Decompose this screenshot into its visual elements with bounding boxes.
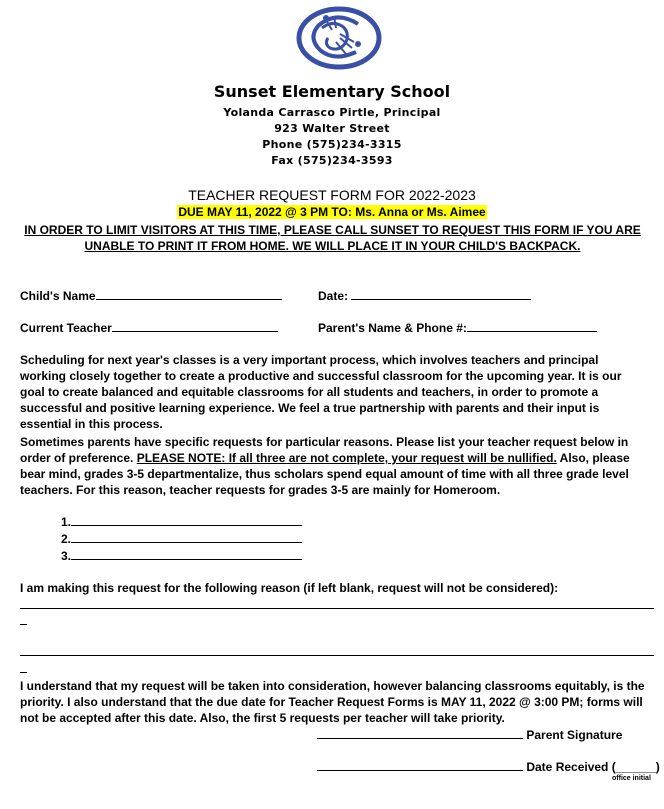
choice-number: 2.	[61, 532, 72, 546]
scheduling-paragraph: Scheduling for next year's classes is a very important process, which involves teachers and principal working closely together to create a productive and successful classroom for the upcoming year. It is our goal to create balanced and equitable classrooms for all students and teachers, in order to promote a successful and positive learning experience. We feel a true partnership with parents and their input is essential in this process.	[20, 353, 622, 431]
parent-signature-field[interactable]	[317, 727, 622, 742]
date-field[interactable]	[318, 288, 531, 303]
date-label: Date:	[318, 289, 349, 303]
child-name-field[interactable]	[20, 288, 282, 303]
school-phone: Phone (575)234-3315	[262, 138, 402, 151]
school-fax: Fax (575)234-3593	[271, 154, 393, 167]
date-received-field[interactable]	[317, 759, 660, 774]
date-received-label: Date Received (______)	[526, 760, 660, 774]
choice-number: 1.	[61, 515, 72, 529]
child-name-label: Child's Name	[20, 289, 96, 303]
reason-line-dash	[20, 624, 27, 625]
teacher-choice-1[interactable]	[61, 514, 302, 529]
reason-line-2[interactable]	[20, 655, 654, 656]
please-note: PLEASE NOTE: If all three are not complete, your request will be nullified.	[136, 451, 557, 465]
choice-number: 3.	[61, 549, 72, 563]
requests-departmentalize: Also, please bear mind, grades 3-5 departmentalize, thus scholars spend equal amount of time with all three grade level teachers. For this reason, teacher requests for grades 3-5 are mainly for Homeroom.	[20, 451, 630, 497]
teacher-choice-3[interactable]	[61, 548, 302, 563]
reason-prompt: I am making this request for the following reason (if left blank, request will not be considered):	[20, 581, 559, 595]
school-name: Sunset Elementary School	[213, 82, 451, 101]
current-teacher-label: Current Teacher	[20, 321, 112, 335]
office-initial-label: office initial	[612, 775, 651, 782]
due-date-line	[0, 205, 664, 219]
requests-intro: Sometimes parents have specific requests for particular reasons. Please list your teacher request below in order of preference.	[20, 435, 629, 465]
current-teacher-field[interactable]	[20, 320, 278, 335]
reason-line-dash	[20, 672, 27, 673]
scorpion-logo-icon	[296, 6, 382, 70]
due-date-highlight: DUE MAY 11, 2022 @ 3 PM TO: Ms. Anna or Ms. Aimee	[178, 205, 486, 219]
form-title: TEACHER REQUEST FORM FOR 2022-2023	[188, 187, 476, 203]
parent-name-phone-field[interactable]	[318, 320, 597, 335]
principal-name: Yolanda Carrasco Pirtle, Principal	[223, 106, 441, 119]
visitor-notice: IN ORDER TO LIMIT VISITORS AT THIS TIME, PLEASE CALL SUNSET TO REQUEST THIS FORM IF YOU ARE UNABLE TO PRINT IT FROM HOME. WE WILL PLACE IT IN YOUR CHILD'S BACKPACK.	[24, 223, 641, 253]
reason-line-1[interactable]	[20, 608, 654, 609]
parent-signature-label: Parent Signature	[526, 728, 623, 742]
school-street: 923 Walter Street	[274, 122, 390, 135]
parent-name-phone-label: Parent's Name & Phone #:	[318, 321, 467, 335]
teacher-choice-2[interactable]	[61, 531, 302, 546]
understanding-paragraph: I understand that my request will be taken into consideration, however balancing classrooms equitably, is the priority. I also understand that the due date for Teacher Request Forms is MAY 11, 2022 @ 3:00 PM; forms will not be accepted after this date. Also, the first 5 requests per teacher will take priority.	[20, 679, 645, 725]
requests-paragraph	[20, 434, 646, 498]
